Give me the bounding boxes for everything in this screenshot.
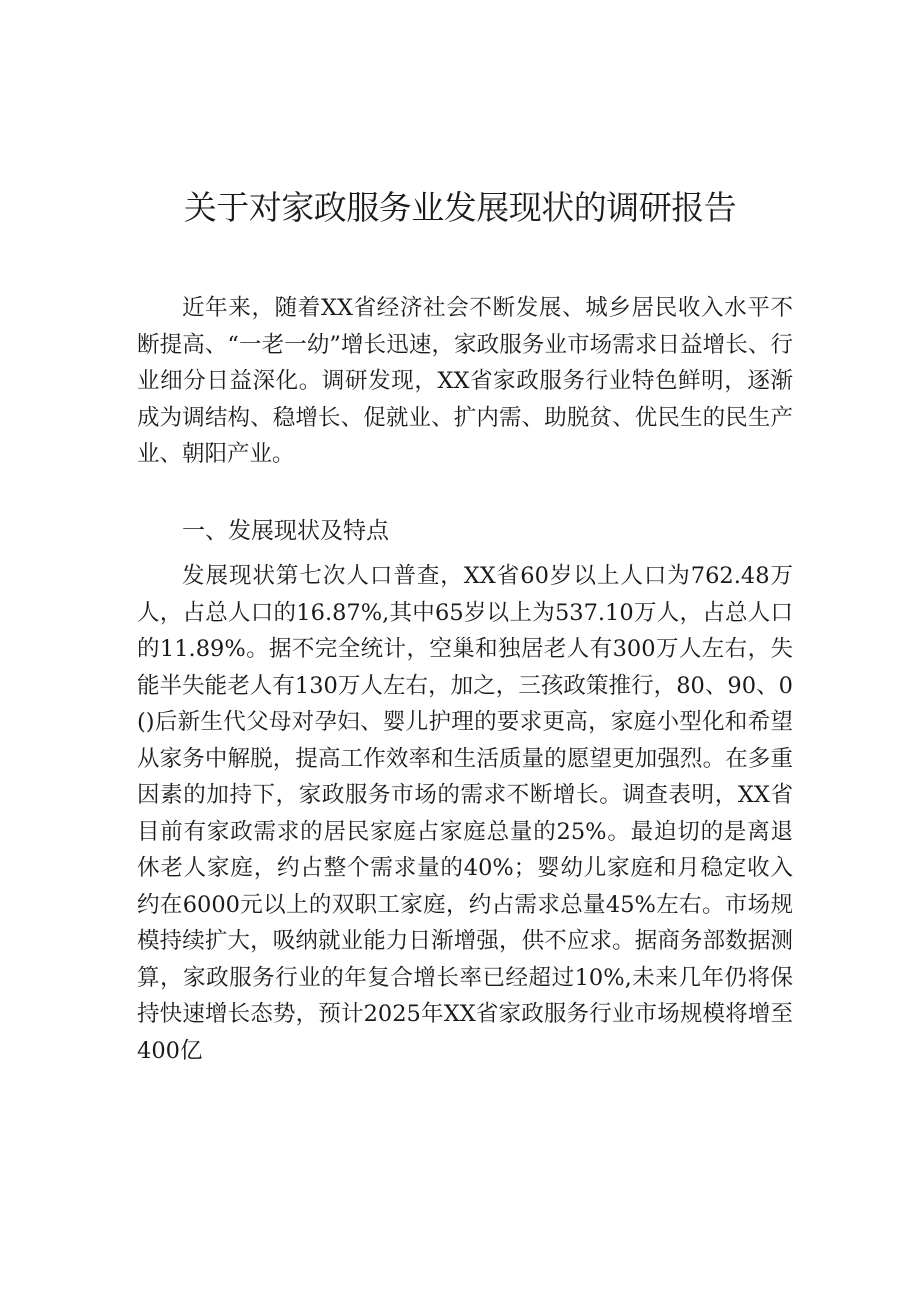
section-heading-development-status: 一、发展现状及特点 xyxy=(182,518,389,544)
document-title: 关于对家政服务业发展现状的调研报告 xyxy=(183,188,737,227)
intro-paragraph: 近年来，随着XX省经济社会不断发展、城乡居民收入水平不断提高、“一老一幼”增长迅速，家政服务业市场需求日益增长、行业细分日益深化。调研发现，XX省家政服务行业特色鲜明，逐渐成为调结构、稳增长、促就业、扩内需、助脱贫、优民生的民生产业、朝阳产业。 xyxy=(137,295,793,467)
development-status-paragraph: 发展现状第七次人口普查，XX省60岁以上人口为762.48万人，占总人口的16.87%,其中65岁以上为537.10万人，占总人口的11.89%。据不完全统计，空巢和独居老人有300万人左右，失能半失能老人有130万人左右，加之，三孩政策推行，80、90、0()后新生代父母对孕妇、婴儿护理的要求更高，家庭小型化和希望从家务中解脱，提高工作效率和生活质量的愿望更加强烈。在多重因素的加持下，家政服务市场的需求不断增长。调查表明，XX省目前有家政需求的居民家庭占家庭总量的25%。最迫切的是离退休老人家庭，约占整个需求量的40%；婴幼儿家庭和月稳定收入约在6000元以上的双职工家庭，约占需求总量45%左右。市场规模持续扩大，吸纳就业能力日渐增强，供不应求。据商务部数据测算，家政服务行业的年复合增长率已经超过10%,未来几年仍将保持快速增长态势，预计2025年XX省家政服务行业市场规模将增至400亿 xyxy=(137,563,793,1064)
